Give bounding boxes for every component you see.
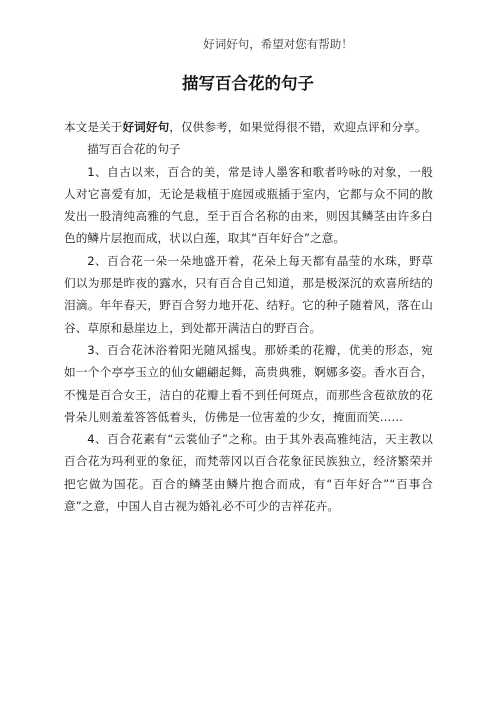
paragraph-1: 1、自古以来，百合的美，常是诗人墨客和歌者吟咏的对象，一般人对它喜爱有加，无论是栽植于庭园或瓶插于室内，它都与众不同的散发出一股清纯高雅的气息，至于百合名称的由来，则因其鳞茎由许多白色的鳞片层抱而成，状以白莲，取其“百年好合”之意。 xyxy=(64,164,433,246)
header-note: 好词好句，希望对您有帮助！ xyxy=(203,37,353,51)
intro-suffix: ，仅供参考，如果觉得很不错，欢迎点评和分享。 xyxy=(169,120,427,134)
paragraph-4: 4、百合花素有“云裳仙子”之称。由于其外表高雅纯洁，天主教以百合花为玛利亚的象征，而梵蒂冈以百合花象征民族独立，经济繁荣并把它做为国花。百合的鳞茎由鳞片抱合而成，有“百年好合”“百事合意”之意，中国人自古视为婚礼必不可少的吉祥花卉。 xyxy=(64,432,433,514)
intro-prefix: 本文是关于 xyxy=(64,120,123,134)
paragraph-3: 3、百合花沐浴着阳光随风摇曳。那娇柔的花瓣，优美的形态，宛如一个个亭亭玉立的仙女翩翩起舞，高贵典雅，婀娜多姿。香水百合，不愧是百合女王，洁白的花瓣上看不到任何斑点，而那些含苞欲放的花骨朵儿则羞羞答答低着头，仿佛是一位害羞的少女，掩面而笑…… xyxy=(64,342,433,424)
document-body xyxy=(64,116,433,517)
intro-paragraph xyxy=(64,116,433,138)
intro-keyword: 好词好句 xyxy=(122,120,170,134)
paragraph-2: 2、百合花一朵一朵地盛开着，花朵上每天都有晶莹的水珠，野草们以为那是昨夜的露水，只有百合自己知道，那是极深沉的欢喜所结的泪滴。年年春天，野百合努力地开花、结籽。它的种子随着风，落在山谷、草原和悬崖边上，到处都开满洁白的野百合。 xyxy=(64,253,433,335)
subheading: 描写百合花的句子 xyxy=(87,142,181,157)
document-title: 描写百合花的句子 xyxy=(182,74,314,93)
